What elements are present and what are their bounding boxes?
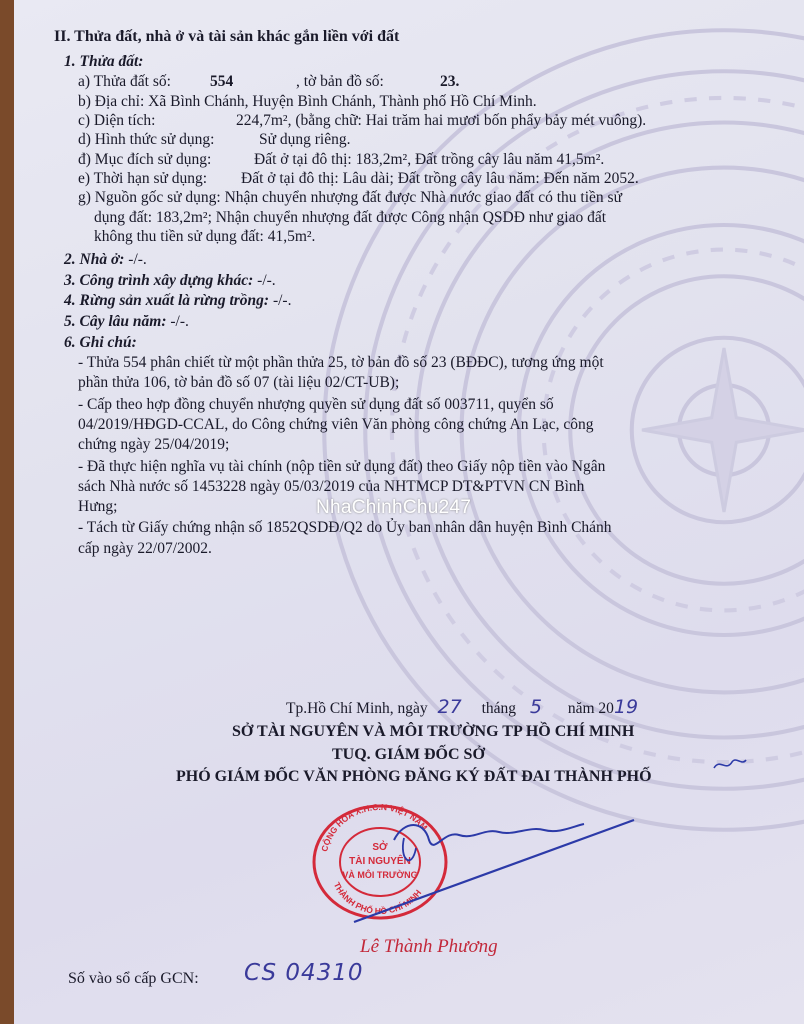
date-place: Tp.Hồ Chí Minh, ngày	[286, 700, 428, 717]
usage-term-value: Đất ở tại đô thị: Lâu dài; Đất trồng cây lâu năm: Đến năm 2052.	[241, 170, 639, 187]
signer-title: PHÓ GIÁM ĐỐC VĂN PHÒNG ĐĂNG KÝ ĐẤT ĐAI THÀNH PHỐ	[176, 768, 652, 785]
signer-name: Lê Thành Phương	[360, 936, 498, 957]
note-line: phần thửa 106, tờ bản đồ số 07 (tài liệu 02/CT-UB);	[78, 374, 400, 391]
usage-term-label: e) Thời hạn sử dụng:	[78, 170, 208, 187]
issue-date	[286, 698, 638, 718]
parcel-number-value: 554	[210, 73, 234, 90]
origin-line-1: g) Nguồn gốc sử dụng: Nhận chuyển nhượng đất được Nhà nước giao đất có thu tiền sử	[78, 189, 622, 206]
land-heading: 1. Thửa đất:	[64, 53, 144, 70]
note-line: - Đã thực hiện nghĩa vụ tài chính (nộp tiền sử dụng đất) theo Giấy nộp tiền vào Ngân	[78, 458, 606, 475]
date-day: 27	[437, 696, 462, 718]
address-line: b) Địa chỉ: Xã Bình Chánh, Huyện Bình Chánh, Thành phố Hồ Chí Minh.	[78, 93, 537, 110]
area-label: c) Diện tích:	[78, 112, 156, 129]
section-title: II. Thửa đất, nhà ở và tài sản khác gắn liền với đất	[54, 28, 400, 45]
note-line: 04/2019/HĐGD-CCAL, do Công chứng viên Văn phòng công chứng An Lạc, công	[78, 416, 594, 433]
house-label: 2. Nhà ở:	[64, 251, 125, 268]
perennial-row	[64, 313, 189, 331]
authority-delegation: TUQ. GIÁM ĐỐC SỞ	[332, 746, 485, 763]
note-line: Hưng;	[78, 498, 118, 515]
perennial-value: -/-.	[170, 313, 189, 330]
date-year-suffix: 19	[613, 696, 639, 718]
usage-purpose-value: Đất ở tại đô thị: 183,2m², Đất trồng cây lâu năm 41,5m².	[254, 151, 605, 168]
seal-top-text: CỘNG HÒA X.H.C.N VIỆT NAM	[319, 801, 430, 853]
forest-value: -/-.	[272, 292, 292, 309]
origin-line-3: không thu tiền sử dụng đất: 41,5m².	[94, 228, 316, 245]
house-value: -/-.	[128, 251, 147, 268]
area-value: 224,7m², (bằng chữ: Hai trăm hai mươi bốn phẩy bảy mét vuông).	[236, 112, 647, 129]
usage-purpose-label: đ) Mục đích sử dụng:	[78, 151, 212, 168]
map-sheet-label: , tờ bản đồ số:	[296, 73, 384, 90]
house-row	[64, 251, 147, 269]
seal-inner-line: SỞ	[372, 842, 388, 853]
handwritten-signature	[331, 800, 654, 930]
origin-line-2: dụng đất: 183,2m²; Nhận chuyển nhượng đất được Công nhận QSDĐ như giao đất	[94, 209, 607, 226]
parcel-number-label: a) Thửa đất số:	[78, 73, 171, 90]
perennial-label: 5. Cây lâu năm:	[64, 313, 167, 330]
forest-label: 4. Rừng sản xuất là rừng trồng:	[64, 292, 270, 309]
construction-row	[64, 272, 276, 290]
seal-inner-line: VÀ MÔI TRƯỜNG	[342, 870, 418, 880]
watermark-text: NhaChinhChu247	[316, 497, 472, 518]
registry-number: CS 04310	[244, 960, 364, 986]
forest-row	[64, 292, 291, 310]
date-month-label: tháng	[481, 700, 517, 717]
note-line: - Thửa 554 phân chiết từ một phần thửa 25, tờ bản đồ số 23 (BĐĐC), tương ứng một	[78, 354, 604, 371]
usage-form-label: d) Hình thức sử dụng:	[78, 131, 215, 148]
note-line: - Tách từ Giấy chứng nhận số 1852QSDĐ/Q2 do Ủy ban nhân dân huyện Bình Chánh	[78, 519, 612, 536]
note-line: chứng ngày 25/04/2019;	[78, 436, 230, 453]
initial-mark	[710, 756, 750, 776]
note-line: cấp ngày 22/07/2002.	[78, 540, 212, 557]
authority-name: SỞ TÀI NGUYÊN VÀ MÔI TRƯỜNG TP HỒ CHÍ MINH	[232, 723, 635, 740]
map-sheet-value: 23.	[440, 73, 460, 90]
certificate-page	[14, 0, 804, 1024]
construction-value: -/-.	[257, 272, 276, 289]
date-year-label: năm 20	[567, 700, 614, 717]
registry-label: Số vào sổ cấp GCN:	[68, 970, 199, 987]
note-line: sách Nhà nước số 1453228 ngày 05/03/2019 của NHTMCP DT&PTVN CN Bình	[78, 478, 585, 495]
seal-bottom-text: THÀNH PHỐ HỒ CHÍ MINH	[331, 880, 424, 917]
date-month: 5	[529, 696, 542, 718]
notes-heading: 6. Ghi chú:	[64, 334, 137, 351]
note-line: - Cấp theo hợp đồng chuyển nhượng quyền sử dụng đất số 003711, quyển số	[78, 396, 554, 413]
usage-form-value: Sử dụng riêng.	[259, 131, 351, 148]
seal-inner-line: TÀI NGUYÊN	[349, 856, 411, 867]
construction-label: 3. Công trình xây dựng khác:	[64, 272, 254, 289]
